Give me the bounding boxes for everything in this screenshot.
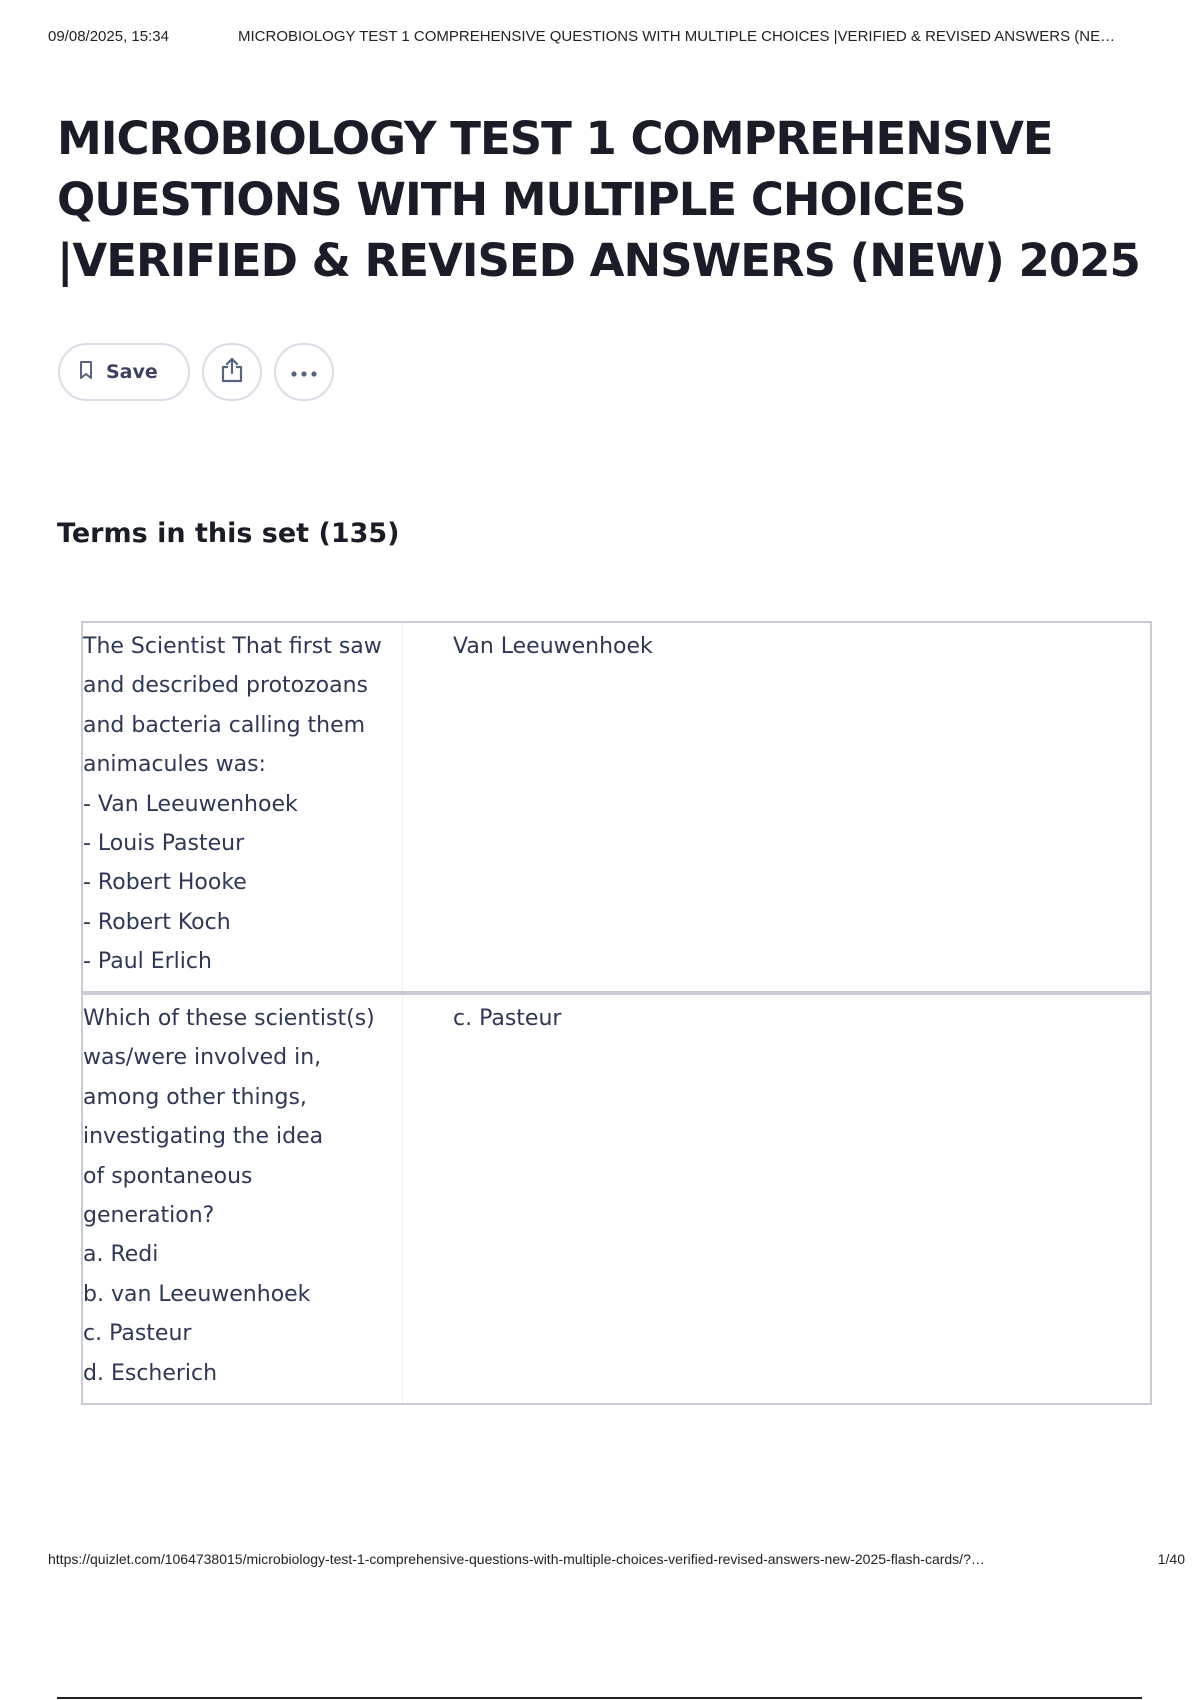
terms-heading: Terms in this set (135) [57,518,400,549]
terms-list [81,621,1152,1405]
save-button[interactable] [58,343,190,401]
share-icon [219,356,245,388]
print-header [48,28,1180,52]
print-footer [48,1551,1185,1573]
term-text: The Scientist That first saw and described protozoans and bacteria calling them animacules was: - Van Leeuwenhoek - Louis Pasteur - Robert Hooke - Robert Koch - Paul Erlich [83,623,403,991]
bookmark-icon [78,360,94,384]
print-datetime: 09/08/2025, 15:34 [48,28,169,45]
page-divider [57,1697,1142,1699]
save-button-label: Save [106,361,158,383]
page-number: 1/40 [1157,1551,1185,1567]
term-card [81,621,1152,993]
print-header-title: MICROBIOLOGY TEST 1 COMPREHENSIVE QUESTIONS WITH MULTIPLE CHOICES |VERIFIED & REVISED ANSWERS (NE… [238,28,1116,45]
more-button[interactable] [274,343,334,401]
more-horizontal-icon [290,363,318,382]
page-title: MICROBIOLOGY TEST 1 COMPREHENSIVE QUESTIONS WITH MULTIPLE CHOICES |VERIFIED & REVISED ANSWERS (NEW) 2025 [57,112,1140,287]
definition-text: Van Leeuwenhoek [453,634,653,659]
term-card [81,993,1152,1405]
definition-text: c. Pasteur [453,1006,562,1031]
page-url: https://quizlet.com/1064738015/microbiology-test-1-comprehensive-questions-with-multiple-choices-verified-revised-answers-new-2025-flash-cards/?… [48,1551,985,1567]
share-button[interactable] [202,343,262,401]
term-text: Which of these scientist(s) was/were involved in, among other things, investigating the idea of spontaneous generation? a. Redi b. van Leeuwenhoek c. Pasteur d. Escherich [83,995,403,1403]
